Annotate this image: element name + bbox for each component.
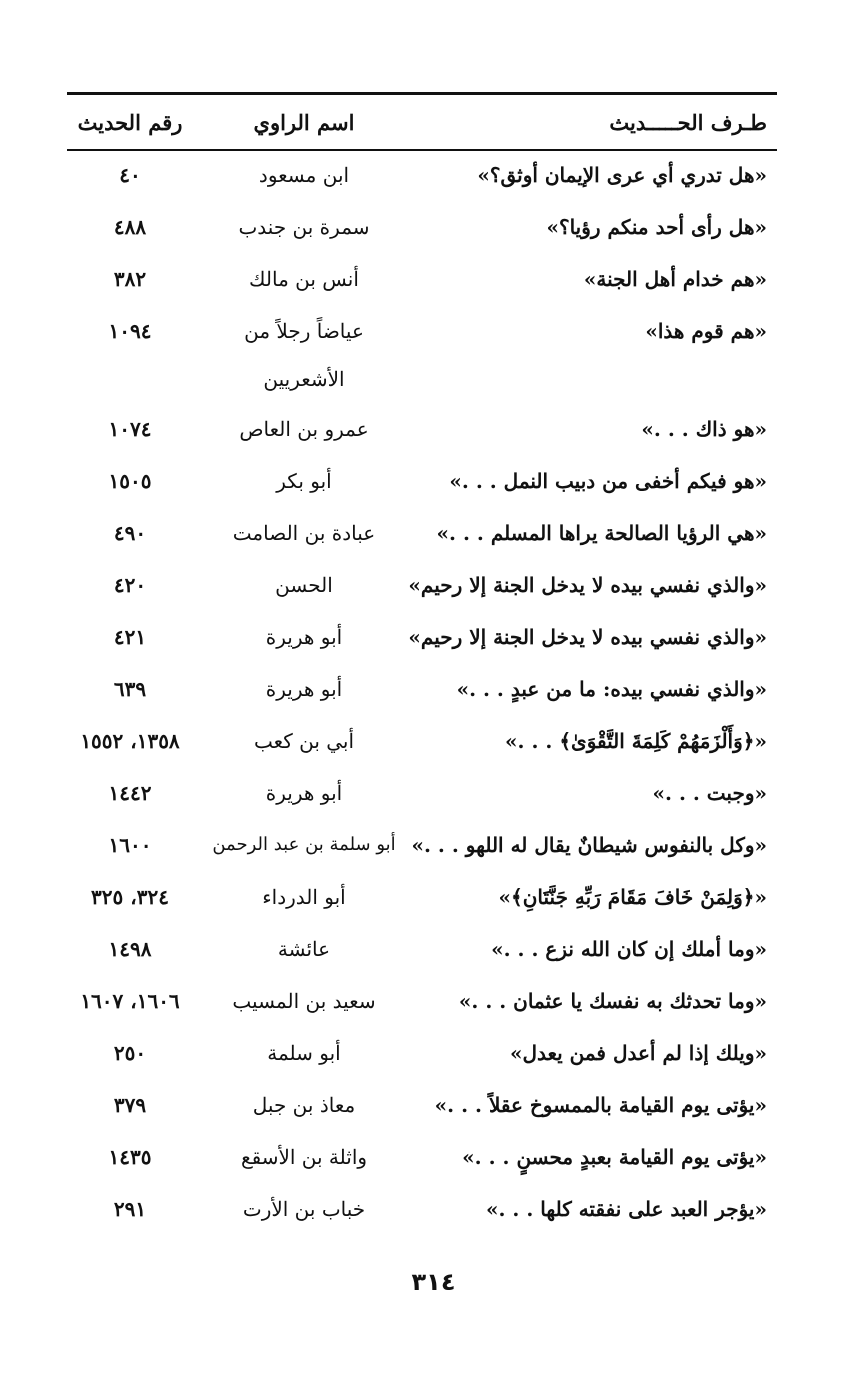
rawi-cell: سمرة بن جندب	[238, 215, 370, 239]
raqm-cell: ٢٩١	[113, 1197, 147, 1221]
rawi-cell: أبو بكر	[276, 469, 332, 493]
raqm-cell: ٦٣٩	[113, 677, 147, 701]
table-row	[67, 715, 777, 767]
tarf-cell: «والذي نفسي بيده: ما من عبدٍ . . .»	[456, 677, 767, 701]
rawi-cell: الحسن	[275, 573, 333, 597]
table-row	[67, 149, 777, 201]
header-tarf: طـرف الحـــــديث	[609, 109, 767, 135]
raqm-cell: ٣٧٩	[113, 1093, 147, 1117]
raqm-cell: ١٦٠٠	[108, 833, 152, 857]
raqm-cell: ٤٩٠	[113, 521, 147, 545]
tarf-cell: «هل رأى أحد منكم رؤيا؟»	[546, 215, 767, 239]
table-row	[67, 559, 777, 611]
rawi-cell: أبو هريرة	[265, 625, 343, 649]
rawi-cell: عياضاً رجلاً من الأشعريين	[244, 319, 364, 391]
raqm-cell: ١٤٣٥	[108, 1145, 152, 1169]
raqm-cell: ٤٨٨	[113, 215, 147, 239]
table-row	[67, 1183, 777, 1235]
raqm-cell: ١٦٠٦، ١٦٠٧	[80, 989, 180, 1013]
table-row	[67, 923, 777, 975]
table-row	[67, 611, 777, 663]
table-row	[67, 767, 777, 819]
raqm-cell: ١٣٥٨، ١٥٥٢	[80, 729, 180, 753]
raqm-cell: ١٤٤٢	[108, 781, 152, 805]
raqm-cell: ٣٢٤، ٣٢٥	[91, 885, 169, 909]
tarf-cell: «﴿وَلِمَنْ خَافَ مَقَامَ رَبِّهِ جَنَّتَانِ﴾»	[498, 885, 767, 909]
tarf-cell: «وما أملك إن كان الله نزع . . .»	[491, 937, 767, 961]
tarf-cell: «والذي نفسي بيده لا يدخل الجنة إلا رحيم»	[408, 625, 767, 649]
raqm-cell: ١٠٩٤	[108, 319, 152, 343]
rawi-cell: خباب بن الأرت	[242, 1197, 366, 1221]
raqm-cell: ٢٥٠	[113, 1041, 147, 1065]
table-row	[67, 201, 777, 253]
tarf-cell: «يؤتى يوم القيامة بالممسوخ عقلاً . . .»	[434, 1093, 767, 1117]
tarf-cell: «ويلك إذا لم أعدل فمن يعدل»	[509, 1041, 767, 1065]
tarf-cell: «يؤجر العبد على نفقته كلها . . .»	[486, 1197, 767, 1221]
tarf-cell: «﴿وَأَلْزَمَهُمْ كَلِمَةَ التَّقْوَىٰ﴾ . . .»	[505, 729, 767, 753]
table-row	[67, 253, 777, 305]
table-header	[67, 95, 777, 149]
tarf-cell: «هي الرؤيا الصالحة يراها المسلم . . .»	[436, 521, 767, 545]
tarf-cell: «هم خدام أهل الجنة»	[583, 267, 767, 291]
rawi-cell: سعيد بن المسيب	[232, 989, 376, 1013]
table-row	[67, 507, 777, 559]
header-rawi: اسم الراوي	[253, 109, 355, 135]
rawi-cell: أبو سلمة بن عبد الرحمن	[212, 834, 396, 855]
header-raqm: رقم الحديث	[77, 109, 183, 135]
tarf-cell: «وجبت . . .»	[652, 781, 767, 805]
table-row	[67, 1131, 777, 1183]
tarf-cell: «والذي نفسي بيده لا يدخل الجنة إلا رحيم»	[408, 573, 767, 597]
rawi-cell: أبو هريرة	[265, 781, 343, 805]
raqm-cell: ٤٠	[119, 163, 141, 187]
raqm-cell: ٣٨٢	[113, 267, 147, 291]
rawi-cell: ابن مسعود	[258, 163, 350, 187]
tarf-cell: «وما تحدثك به نفسك يا عثمان . . .»	[458, 989, 767, 1013]
rawi-cell: عبادة بن الصامت	[232, 521, 376, 545]
rawi-cell: أبي بن كعب	[253, 729, 355, 753]
table-row	[67, 1079, 777, 1131]
tarf-cell: «هل تدري أي عرى الإيمان أوثق؟»	[477, 163, 767, 187]
raqm-cell: ٤٢٠	[113, 573, 147, 597]
rawi-cell: عائشة	[277, 937, 331, 961]
rawi-cell: أبو الدرداء	[262, 885, 346, 909]
tarf-cell: «هو ذاك . . .»	[641, 417, 767, 441]
table-row	[67, 1027, 777, 1079]
table-row	[67, 403, 777, 455]
table-row	[67, 975, 777, 1027]
rawi-cell: أبو هريرة	[265, 677, 343, 701]
table-row	[67, 663, 777, 715]
rawi-cell: واثلة بن الأسقع	[240, 1145, 368, 1169]
raqm-cell: ١٠٧٤	[108, 417, 152, 441]
tarf-cell: «هم قوم هذا»	[645, 319, 767, 343]
table-row	[67, 871, 777, 923]
raqm-cell: ٤٢١	[113, 625, 147, 649]
tarf-cell: «وكل بالنفوس شيطانٌ يقال له اللهو . . .»	[411, 833, 767, 857]
page-number: ٣١٤	[411, 1268, 456, 1296]
rawi-cell: أنس بن مالك	[249, 267, 359, 291]
raqm-cell: ١٥٠٥	[108, 469, 152, 493]
tarf-cell: «يؤتى يوم القيامة بعبدٍ محسنٍ . . .»	[462, 1145, 767, 1169]
rawi-cell: معاذ بن جبل	[252, 1093, 356, 1117]
table-row	[67, 305, 777, 403]
rawi-cell: أبو سلمة	[267, 1041, 341, 1065]
table-row	[67, 455, 777, 507]
hadith-index-table	[67, 95, 777, 1235]
table-row	[67, 819, 777, 871]
rawi-cell: عمرو بن العاص	[239, 417, 369, 441]
raqm-cell: ١٤٩٨	[108, 937, 152, 961]
tarf-cell: «هو فيكم أخفى من دبيب النمل . . .»	[449, 469, 767, 493]
